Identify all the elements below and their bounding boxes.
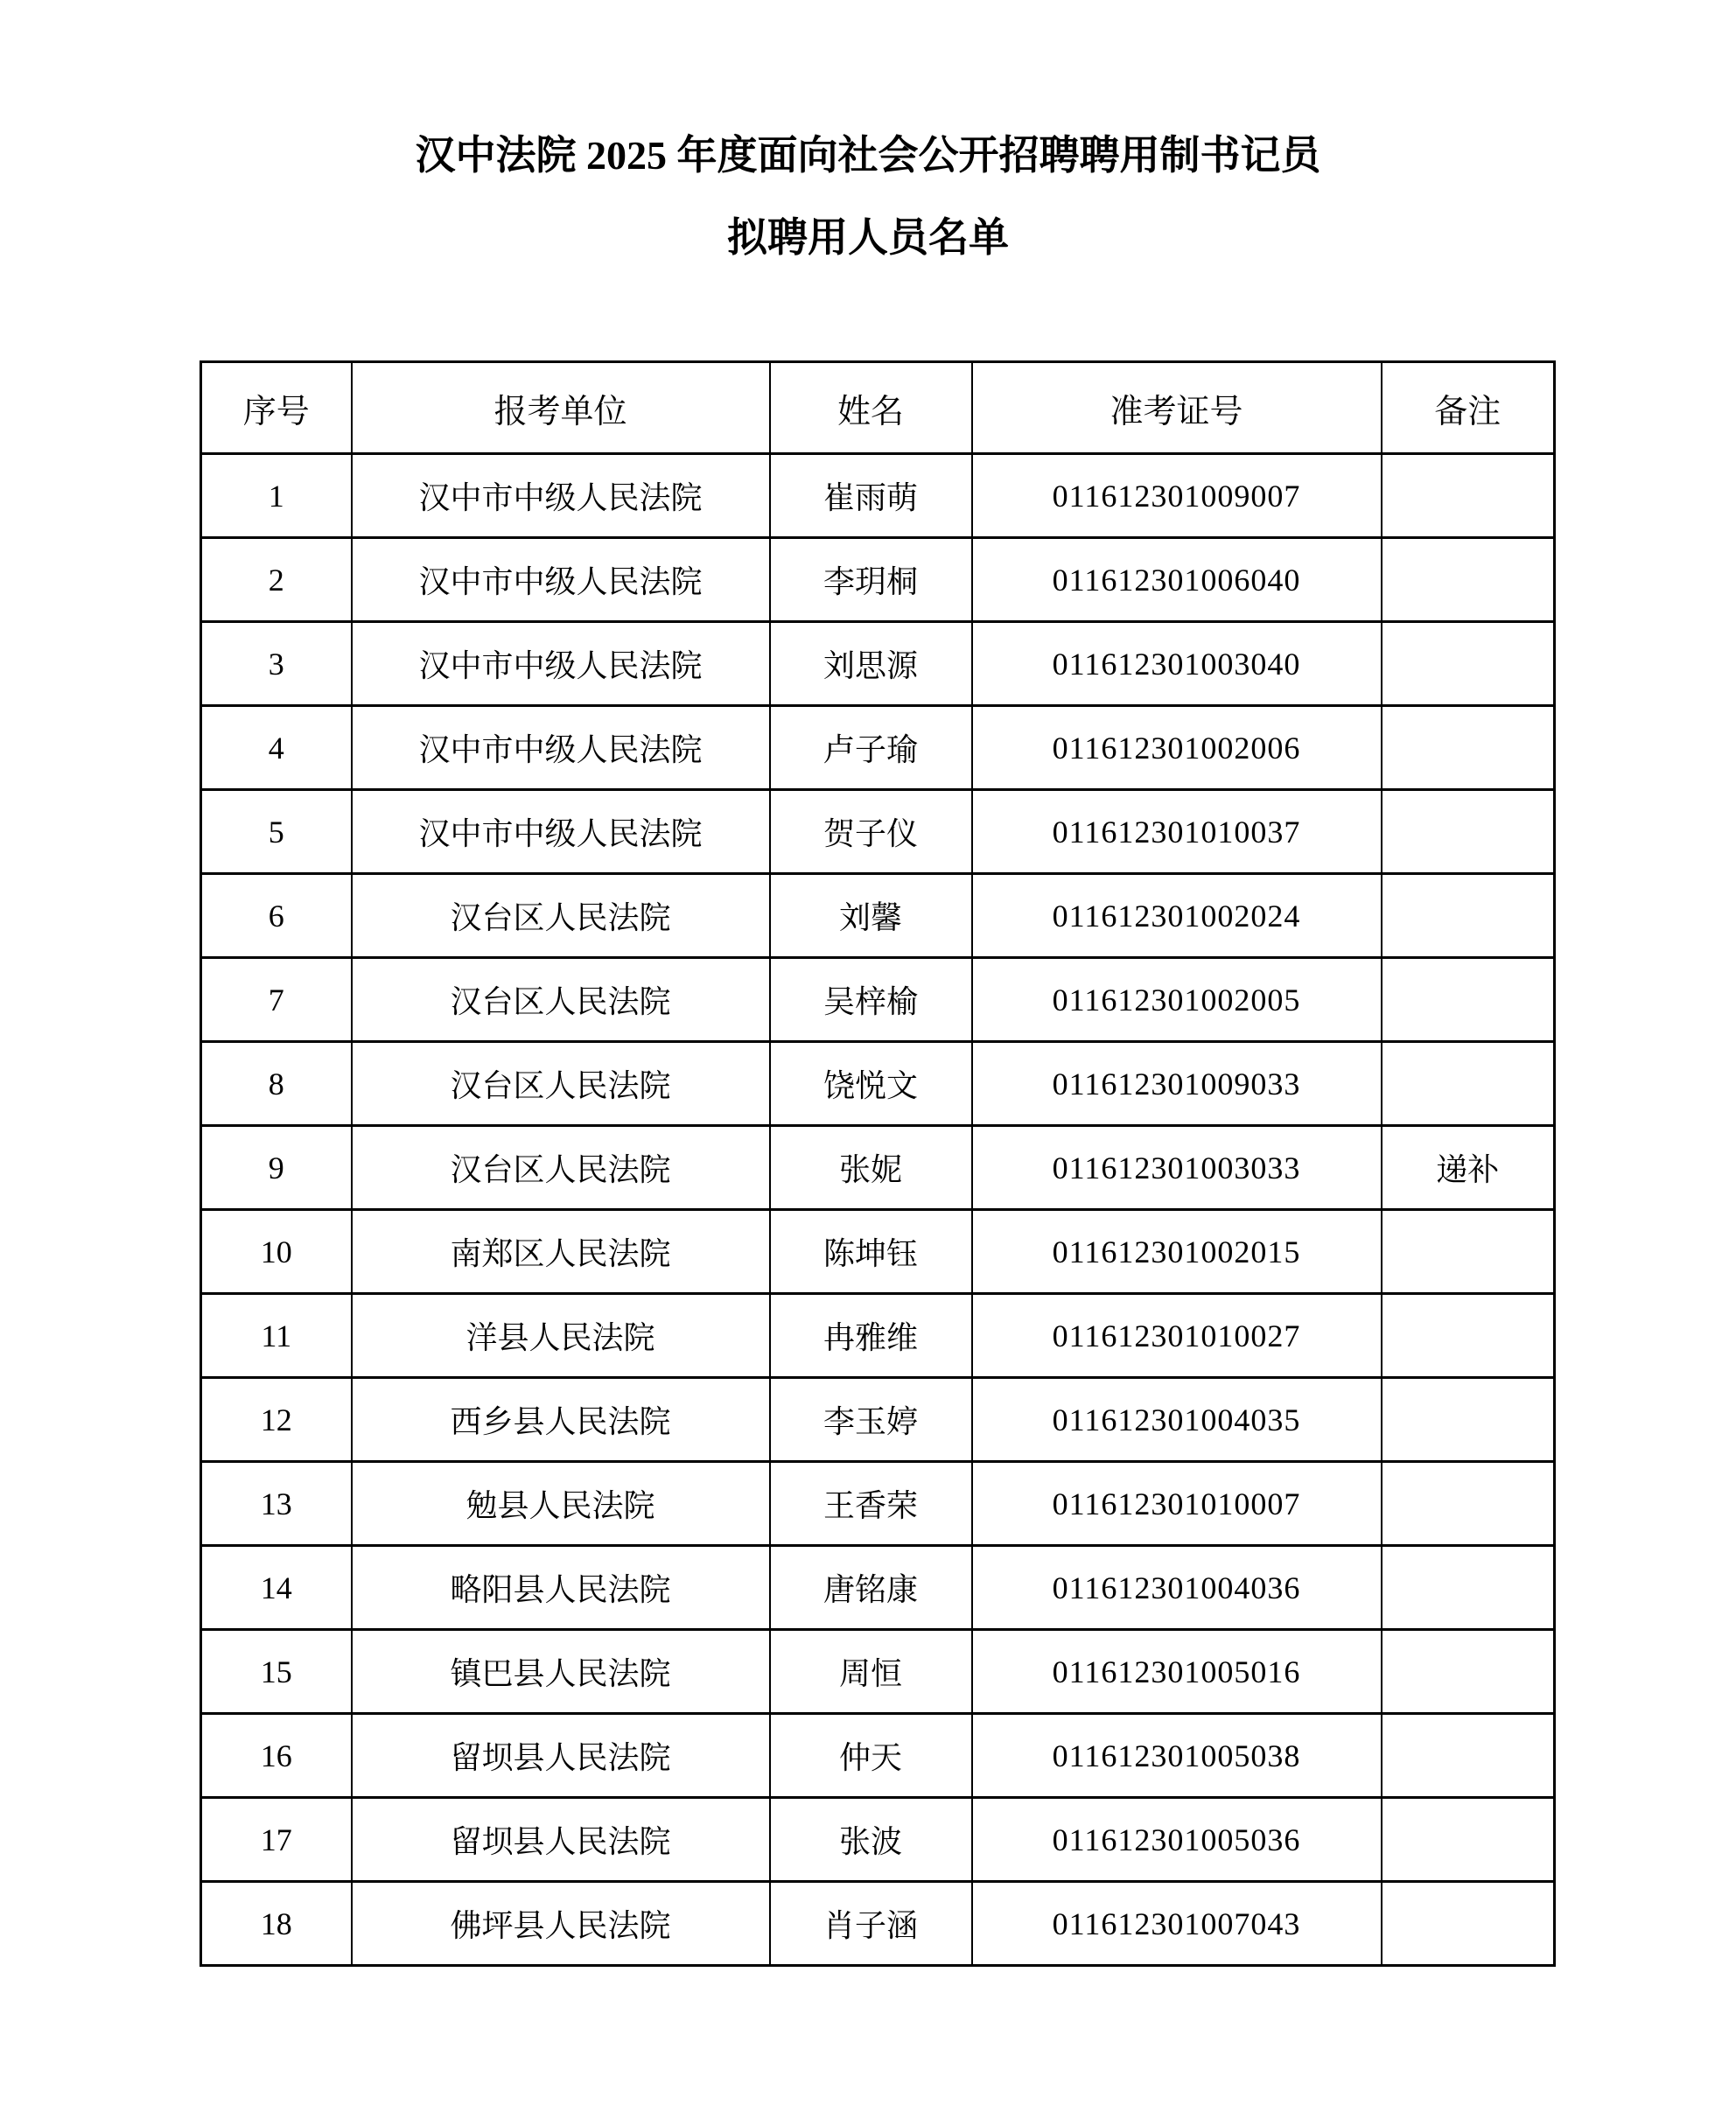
name-cell: 崔雨萌 [770, 454, 972, 538]
column-header-ticket-number: 准考证号 [972, 362, 1382, 454]
table-row [201, 1462, 1555, 1546]
table-row [201, 538, 1555, 622]
name-cell: 冉雅维 [770, 1294, 972, 1378]
table-row [201, 1042, 1555, 1126]
name-cell: 陈坤钰 [770, 1210, 972, 1294]
name-cell: 饶悦文 [770, 1042, 972, 1126]
row-number-cell: 6 [201, 874, 352, 958]
remark-cell [1382, 1042, 1555, 1126]
ticket-number-cell: 011612301010007 [972, 1462, 1382, 1546]
table-row [201, 874, 1555, 958]
remark-cell: 递补 [1382, 1126, 1555, 1210]
row-number-cell: 14 [201, 1546, 352, 1630]
name-cell: 李玉婷 [770, 1378, 972, 1462]
row-number-cell: 9 [201, 1126, 352, 1210]
row-number-cell: 15 [201, 1630, 352, 1714]
column-header-name: 姓名 [770, 362, 972, 454]
ticket-number-cell: 011612301003040 [972, 622, 1382, 706]
name-cell: 张妮 [770, 1126, 972, 1210]
unit-cell: 勉县人民法院 [352, 1462, 770, 1546]
unit-cell: 汉中市中级人民法院 [352, 622, 770, 706]
table-row [201, 1798, 1555, 1882]
name-cell: 张波 [770, 1798, 972, 1882]
unit-cell: 佛坪县人民法院 [352, 1882, 770, 1966]
row-number-cell: 11 [201, 1294, 352, 1378]
table-row [201, 1546, 1555, 1630]
name-cell: 吴梓榆 [770, 958, 972, 1042]
ticket-number-cell: 011612301005016 [972, 1630, 1382, 1714]
row-number-cell: 16 [201, 1714, 352, 1798]
unit-cell: 汉台区人民法院 [352, 874, 770, 958]
table-header-row [201, 362, 1555, 454]
name-cell: 李玥桐 [770, 538, 972, 622]
remark-cell [1382, 1210, 1555, 1294]
table-row [201, 1882, 1555, 1966]
row-number-cell: 13 [201, 1462, 352, 1546]
ticket-number-cell: 011612301007043 [972, 1882, 1382, 1966]
row-number-cell: 3 [201, 622, 352, 706]
row-number-cell: 2 [201, 538, 352, 622]
unit-cell: 汉台区人民法院 [352, 958, 770, 1042]
ticket-number-cell: 011612301003033 [972, 1126, 1382, 1210]
row-number-cell: 5 [201, 790, 352, 874]
remark-cell [1382, 538, 1555, 622]
table-row [201, 454, 1555, 538]
row-number-cell: 10 [201, 1210, 352, 1294]
page-title: 汉中法院 2025 年度面向社会公开招聘聘用制书记员 [415, 133, 1321, 178]
remark-cell [1382, 1630, 1555, 1714]
table-row [201, 622, 1555, 706]
ticket-number-cell: 011612301005036 [972, 1798, 1382, 1882]
unit-cell: 汉中市中级人民法院 [352, 706, 770, 790]
ticket-number-cell: 011612301006040 [972, 538, 1382, 622]
ticket-number-cell: 011612301002015 [972, 1210, 1382, 1294]
table-row [201, 958, 1555, 1042]
ticket-number-cell: 011612301002006 [972, 706, 1382, 790]
row-number-cell: 7 [201, 958, 352, 1042]
unit-cell: 镇巴县人民法院 [352, 1630, 770, 1714]
column-header-unit: 报考单位 [352, 362, 770, 454]
remark-cell [1382, 874, 1555, 958]
remark-cell [1382, 1378, 1555, 1462]
row-number-cell: 18 [201, 1882, 352, 1966]
name-cell: 王香荣 [770, 1462, 972, 1546]
unit-cell: 汉中市中级人民法院 [352, 790, 770, 874]
remark-cell [1382, 958, 1555, 1042]
hire-list-table [200, 360, 1556, 1967]
unit-cell: 汉台区人民法院 [352, 1126, 770, 1210]
table-row [201, 1630, 1555, 1714]
ticket-number-cell: 011612301002005 [972, 958, 1382, 1042]
table-header [201, 362, 1555, 454]
page-subtitle: 拟聘用人员名单 [727, 215, 1009, 260]
ticket-number-cell: 011612301009033 [972, 1042, 1382, 1126]
remark-cell [1382, 1546, 1555, 1630]
column-header-remark: 备注 [1382, 362, 1555, 454]
name-cell: 刘思源 [770, 622, 972, 706]
name-cell: 肖子涵 [770, 1882, 972, 1966]
unit-cell: 汉台区人民法院 [352, 1042, 770, 1126]
name-cell: 刘馨 [770, 874, 972, 958]
ticket-number-cell: 011612301005038 [972, 1714, 1382, 1798]
name-cell: 贺子仪 [770, 790, 972, 874]
row-number-cell: 4 [201, 706, 352, 790]
name-cell: 周恒 [770, 1630, 972, 1714]
remark-cell [1382, 1798, 1555, 1882]
remark-cell [1382, 622, 1555, 706]
ticket-number-cell: 011612301004036 [972, 1546, 1382, 1630]
remark-cell [1382, 1714, 1555, 1798]
remark-cell [1382, 790, 1555, 874]
table-row [201, 1294, 1555, 1378]
unit-cell: 留坝县人民法院 [352, 1798, 770, 1882]
table-body [201, 454, 1555, 1966]
row-number-cell: 1 [201, 454, 352, 538]
unit-cell: 留坝县人民法院 [352, 1714, 770, 1798]
name-cell: 卢子瑜 [770, 706, 972, 790]
row-number-cell: 8 [201, 1042, 352, 1126]
name-cell: 唐铭康 [770, 1546, 972, 1630]
ticket-number-cell: 011612301004035 [972, 1378, 1382, 1462]
ticket-number-cell: 011612301009007 [972, 454, 1382, 538]
row-number-cell: 17 [201, 1798, 352, 1882]
remark-cell [1382, 1882, 1555, 1966]
table-row [201, 706, 1555, 790]
ticket-number-cell: 011612301010027 [972, 1294, 1382, 1378]
unit-cell: 西乡县人民法院 [352, 1378, 770, 1462]
unit-cell: 汉中市中级人民法院 [352, 454, 770, 538]
remark-cell [1382, 706, 1555, 790]
unit-cell: 汉中市中级人民法院 [352, 538, 770, 622]
remark-cell [1382, 1294, 1555, 1378]
table-row [201, 1378, 1555, 1462]
remark-cell [1382, 1462, 1555, 1546]
table-row [201, 1210, 1555, 1294]
name-cell: 仲天 [770, 1714, 972, 1798]
table-row [201, 1126, 1555, 1210]
remark-cell [1382, 454, 1555, 538]
column-header-index: 序号 [201, 362, 352, 454]
unit-cell: 略阳县人民法院 [352, 1546, 770, 1630]
row-number-cell: 12 [201, 1378, 352, 1462]
table-row [201, 790, 1555, 874]
table-row [201, 1714, 1555, 1798]
ticket-number-cell: 011612301002024 [972, 874, 1382, 958]
ticket-number-cell: 011612301010037 [972, 790, 1382, 874]
unit-cell: 南郑区人民法院 [352, 1210, 770, 1294]
unit-cell: 洋县人民法院 [352, 1294, 770, 1378]
